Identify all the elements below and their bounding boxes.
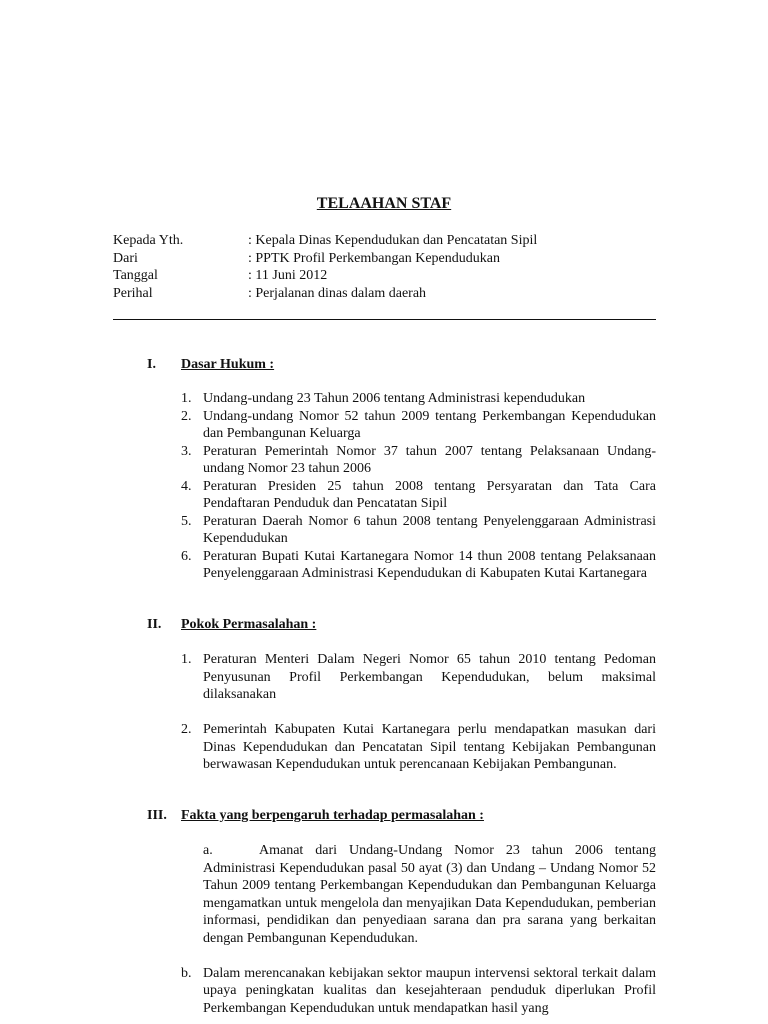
section-title: Fakta yang berpengaruh terhadap permasalahan : xyxy=(181,808,484,823)
section-dasar-hukum xyxy=(147,356,657,374)
list-item-text: Amanat dari Undang-Undang Nomor 23 tahun 2006 tentang Administrasi Kependudukan pasal 50 ayat (3) dan Undang – Undang Nomor 52 Tahun 2009 tentang Perkembangan Kependudukan dan Pembangunan Keluarga mengamatkan untuk mengelola dan menyajikan Data Kependudukan, pemberian informasi, pendidikan dan penyediaan sarana dan pra sarana yang berkaitan dengan Pembangunan Kependudukan. xyxy=(203,843,656,946)
list-item xyxy=(181,478,656,513)
list-item-number: 2. xyxy=(181,722,192,737)
list-item-number: 5. xyxy=(181,513,192,529)
section-heading xyxy=(147,616,657,634)
list-pokok-permasalahan xyxy=(181,651,656,774)
list-item-number: 1. xyxy=(181,652,192,667)
meta-row-dari xyxy=(113,250,658,268)
list-item-number: 6. xyxy=(181,548,192,564)
list-item-text: Undang-undang Nomor 52 tahun 2009 tentang Perkembangan Kependudukan dan Pembangunan Keluarga xyxy=(203,408,656,441)
list-item xyxy=(181,513,656,548)
list-item-text: Peraturan Daerah Nomor 6 tahun 2008 tentang Penyelenggaraan Administrasi Kependudukan xyxy=(203,513,656,546)
list-fakta xyxy=(181,842,656,1017)
list-item-number: 4. xyxy=(181,478,192,494)
meta-label: Tanggal xyxy=(113,268,158,283)
section-title: Pokok Permasalahan : xyxy=(181,617,317,632)
section-title: Dasar Hukum : xyxy=(181,357,275,372)
section-number: I. xyxy=(147,357,156,372)
list-item-text: Peraturan Menteri Dalam Negeri Nomor 65 tahun 2010 tentang Pedoman Penyusunan Profil Perkembangan Kependudukan, belum maksimal dilaksanakan xyxy=(203,652,656,702)
section-heading xyxy=(147,356,657,374)
document-title: TELAAHAN STAF xyxy=(316,195,452,212)
section-heading xyxy=(147,807,657,825)
list-item xyxy=(181,842,656,947)
list-item-text: Dalam merencanakan kebijakan sektor maupun intervensi sektoral terkait dalam upaya peningkatan kualitas dan kesejahteraan penduduk diperlukan Profil Perkembangan Kependudukan untuk mendapatkan hasil yang xyxy=(203,965,656,1016)
list-item-text: Undang-undang 23 Tahun 2006 tentang Administrasi kependudukan xyxy=(203,391,586,406)
memo-header xyxy=(113,232,658,302)
list-item-text: Peraturan Pemerintah Nomor 37 tahun 2007 tentang Pelaksanaan Undang-undang Nomor 23 tahun 2006 xyxy=(203,443,656,476)
list-item xyxy=(181,651,656,704)
list-item xyxy=(181,390,656,408)
section-pokok-permasalahan xyxy=(147,616,657,634)
list-item xyxy=(181,548,656,583)
list-item xyxy=(181,965,656,1018)
list-item xyxy=(181,443,656,478)
list-item xyxy=(181,721,656,774)
section-number: II. xyxy=(147,617,162,632)
list-item-number: a. xyxy=(203,843,213,858)
meta-row-tanggal xyxy=(113,267,658,285)
list-item-text: Peraturan Presiden 25 tahun 2008 tentang Persyaratan dan Tata Cara Pendaftaran Penduduk dan Pencatatan Sipil xyxy=(203,478,656,511)
list-item-number: 3. xyxy=(181,443,192,459)
meta-label: Dari xyxy=(113,250,138,266)
list-item-text: Pemerintah Kabupaten Kutai Kartanegara perlu mendapatkan masukan dari Dinas Kependudukan dan Pencatatan Sipil tentang Kebijakan Pembangunan berwawasan Kependudukan untuk perencanaan Kebijakan Pembangunan. xyxy=(203,722,656,772)
section-number: III. xyxy=(147,808,167,823)
list-item xyxy=(181,408,656,443)
meta-value: : PPTK Profil Perkembangan Kependudukan xyxy=(248,250,500,266)
list-item-number: b. xyxy=(181,965,192,981)
meta-value: : Kepala Dinas Kependudukan dan Pencatatan Sipil xyxy=(248,233,538,248)
list-dasar-hukum xyxy=(181,390,656,583)
list-item-number: 2. xyxy=(181,408,192,424)
meta-value: : 11 Juni 2012 xyxy=(248,268,328,283)
meta-label: Kepada Yth. xyxy=(113,233,184,248)
list-item-number: 1. xyxy=(181,391,192,406)
meta-label: Perihal xyxy=(113,285,153,301)
section-fakta xyxy=(147,807,657,825)
list-item-text: Peraturan Bupati Kutai Kartanegara Nomor 14 thun 2008 tentang Pelaksanaan Penyelenggaraan Administrasi Kependudukan di Kabupaten Kutai Kartanegara xyxy=(203,548,656,581)
meta-value: : Perjalanan dinas dalam daerah xyxy=(248,285,427,301)
meta-row-perihal xyxy=(113,285,658,303)
meta-row-kepada xyxy=(113,232,658,250)
header-divider xyxy=(113,319,656,320)
